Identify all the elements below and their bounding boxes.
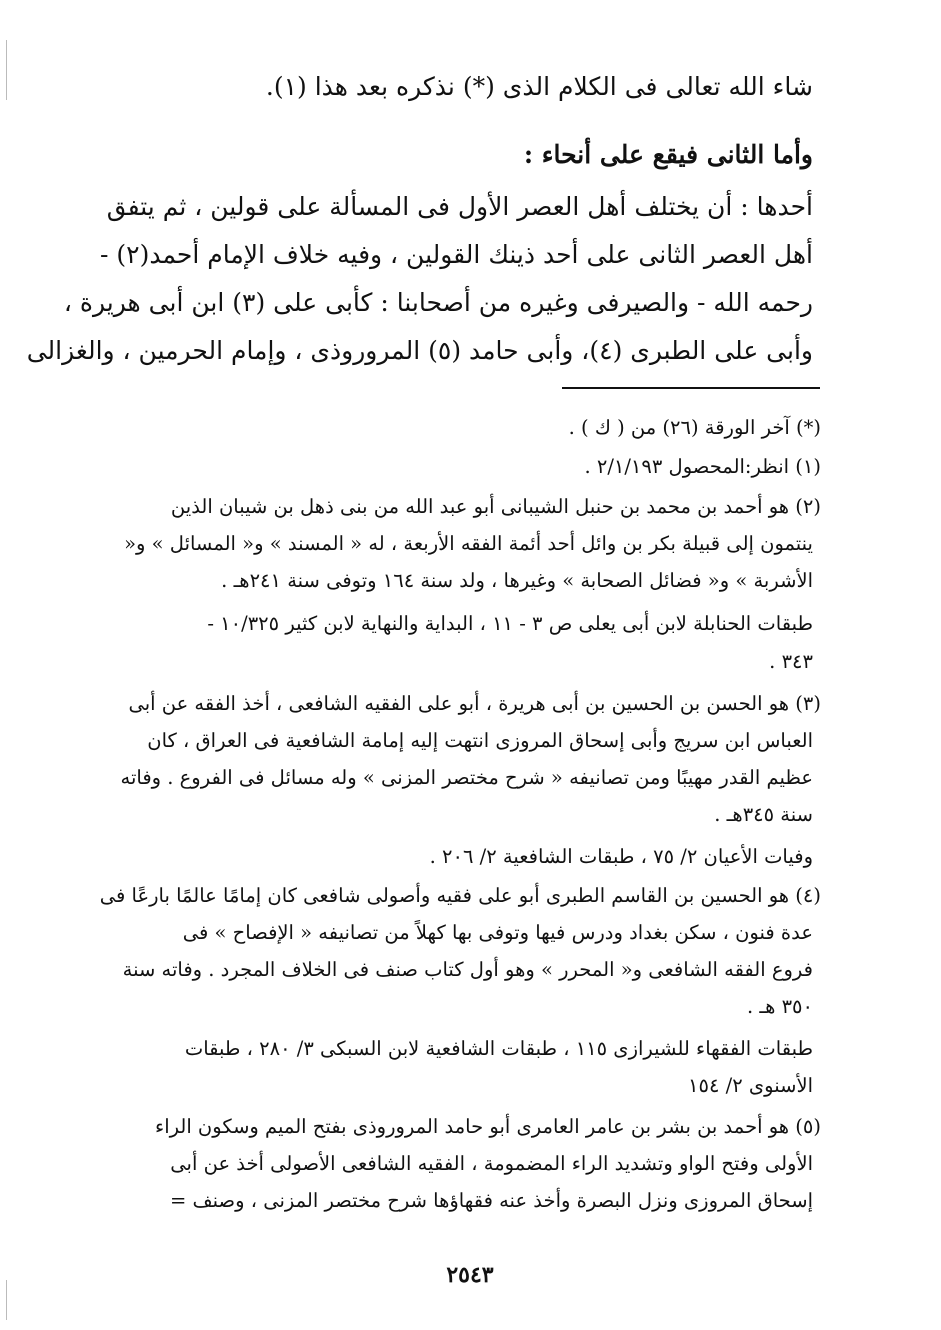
footnote-4-source-2: الأسنوى ٢/ ١٥٤ (688, 1074, 813, 1097)
footnote-4-line-4: ٣٥٠ هـ . (746, 995, 813, 1018)
footnote-2-line-2: ينتمون إلى قبيلة بكر بن وائل أحد أئمة الفقه الأربعة ، له « المسند » و« المسائل » و« (124, 532, 813, 555)
section-heading: وأما الثانى فيقع على أنحاء : (523, 140, 813, 169)
footnote-4-line-3: فروع الفقه الشافعى و« المحرر » وهو أول كتاب صنف فى الخلاف المجرد . وفاته سنة (122, 958, 813, 981)
footnote-4-source-1: طبقات الفقهاء للشيرازى ١١٥ ، طبقات الشافعية لابن السبكى ٣/ ٢٨٠ ، طبقات (184, 1037, 813, 1060)
footnote-5-line-3: إسحاق المروزى ونزل البصرة وأخذ عنه فقهاؤها شرح مختصر المزنى ، وصنف = (169, 1189, 813, 1212)
footnote-3-line-2: العباس ابن سريج وأبى إسحاق المروزى انتهت إليه إمامة الشافعية فى العراق ، كان (147, 729, 813, 752)
footnote-2-line-3: الأشربة » و« فضائل الصحابة » وغيرها ، ولد سنة ١٦٤ وتوفى سنة ٢٤١هـ . (221, 569, 813, 592)
main-line-1: شاء الله تعالى فى الكلام الذى (*) نذكره بعد هذا (١). (265, 72, 813, 101)
footnote-3-source: وفيات الأعيان ٢/ ٧٥ ، طبقات الشافعية ٢/ ٢٠٦ . (429, 845, 813, 868)
scan-edge-mark (6, 40, 7, 100)
footnote-4-line-1: (٤) هو الحسين بن القاسم الطبرى أبو على فقيه وأصولى شافعى كان إمامًا عالمًا بارعًا فى (99, 884, 821, 907)
footnote-star: (*) آخر الورقة (٢٦) من ( ك ) . (568, 416, 821, 439)
footnote-2-source-1: طبقات الحنابلة لابن أبى يعلى ص ٣ - ١١ ، البداية والنهاية لابن كثير ١٠/٣٢٥ - (207, 612, 813, 635)
footnote-4-line-2: عدة فنون ، سكن بغداد ودرس فيها وتوفى بها كهلاً من تصانيفه « الإفصاح » فى (182, 921, 813, 944)
footnote-separator (562, 387, 820, 389)
footnote-5-line-1: (٥) هو أحمد بن بشر بن عامر العامرى أبو حامد المروروذى بفتح الميم وسكون الراء (155, 1115, 821, 1138)
footnote-3-line-3: عظيم القدر مهيبًا ومن تصانيفه « شرح مختصر المزنى » وله مسائل فى الفروع . وفاته (120, 766, 813, 789)
footnote-3-line-1: (٣) هو الحسن بن الحسين بن أبى هريرة ، أبو على الفقيه الشافعى ، أخذ الفقه عن أبى (128, 692, 821, 715)
main-line-5: رحمه الله - والصيرفى وغيره من أصحابنا : كأبى على (٣) ابن أبى هريرة ، (63, 288, 813, 317)
scan-edge-mark (6, 1280, 7, 1320)
page-number: ٢٥٤٣ (446, 1262, 494, 1288)
footnote-5-line-2: الأولى وفتح الواو وتشديد الراء المضمومة ، الفقيه الشافعى الأصولى أخذ عن أبى (170, 1152, 813, 1175)
footnote-2-source-2: ٣٤٣ . (769, 650, 813, 673)
footnote-1: (١) انظر:المحصول ٢/١/١٩٣ . (584, 455, 821, 478)
main-line-4: أهل العصر الثانى على أحد ذينك القولين ، وفيه خلاف الإمام أحمد(٢) - (99, 240, 813, 269)
main-line-6: وأبى على الطبرى (٤)، وأبى حامد (٥) المروروذى ، وإمام الحرمين ، والغزالى (26, 336, 813, 365)
footnote-2-line-1: (٢) هو أحمد بن محمد بن حنبل الشيبانى أبو عبد الله من بنى ذهل بن شيبان الذين (170, 495, 821, 518)
footnote-3-line-4: سنة ٣٤٥هـ . (714, 803, 813, 826)
main-line-3: أحدها : أن يختلف أهل العصر الأول فى المسألة على قولين ، ثم يتفق (106, 192, 813, 221)
